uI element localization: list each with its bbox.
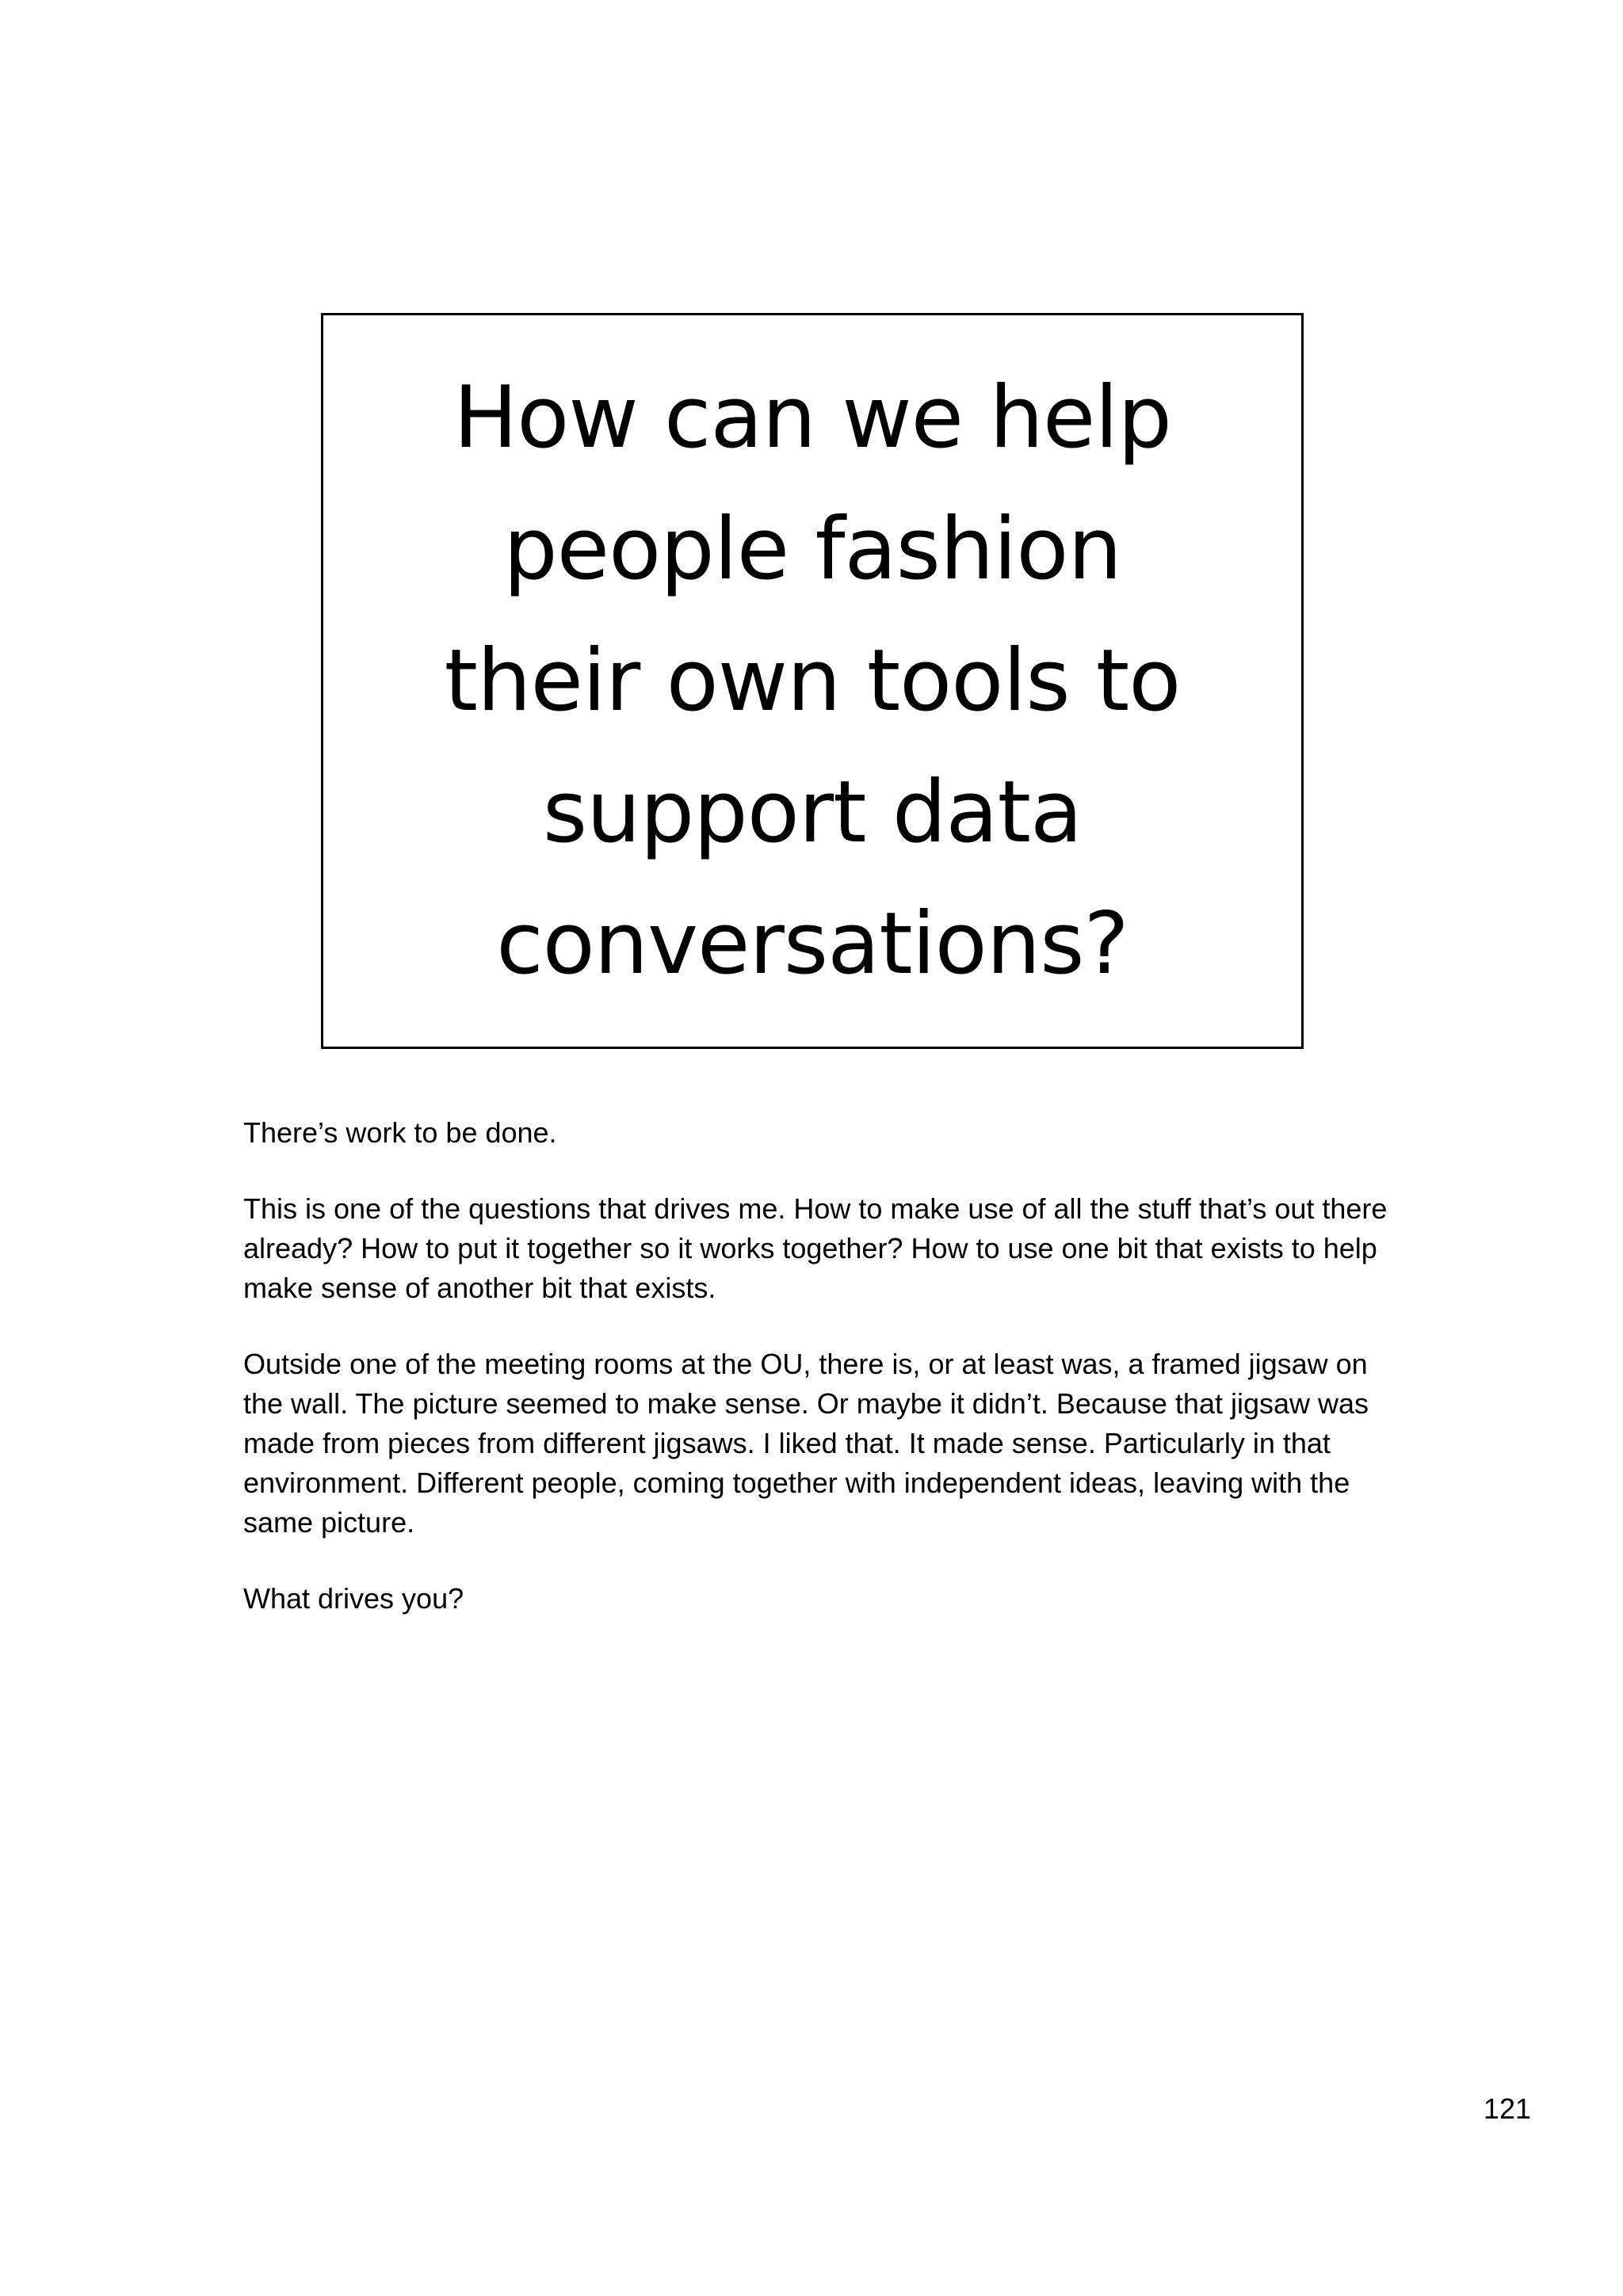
slide-title-line: support data	[542, 762, 1083, 862]
slide-title-line: people fashion	[503, 499, 1121, 599]
slide-title-line: conversations?	[496, 894, 1128, 994]
body-text	[243, 1113, 1400, 1655]
slide-title-line: How can we help	[453, 368, 1171, 467]
paragraph: What drives you?	[243, 1582, 464, 1615]
paragraph: This is one of the questions that drives me. How to make use of all the stuff that’s out there already? How to put it together so it works together? How to use one bit that exists to help make sense of another bit that exists.	[243, 1192, 1388, 1304]
page-number: 121	[1483, 2092, 1531, 2125]
paragraph: There’s work to be done.	[243, 1116, 557, 1149]
paragraph: Outside one of the meeting rooms at the OU, there is, or at least was, a framed jigsaw on the wall. The picture seemed to make sense. Or maybe it didn’t. Because that jigsaw was made from pieces from different jigsaws. I liked that. It made sense. Particularly in that environment. Different people, coming together with independent ideas, leaving with the same picture.	[243, 1348, 1369, 1539]
slide-title	[413, 353, 1212, 1010]
slide-title-line: their own tools to	[444, 631, 1181, 730]
slide-frame	[321, 313, 1304, 1049]
